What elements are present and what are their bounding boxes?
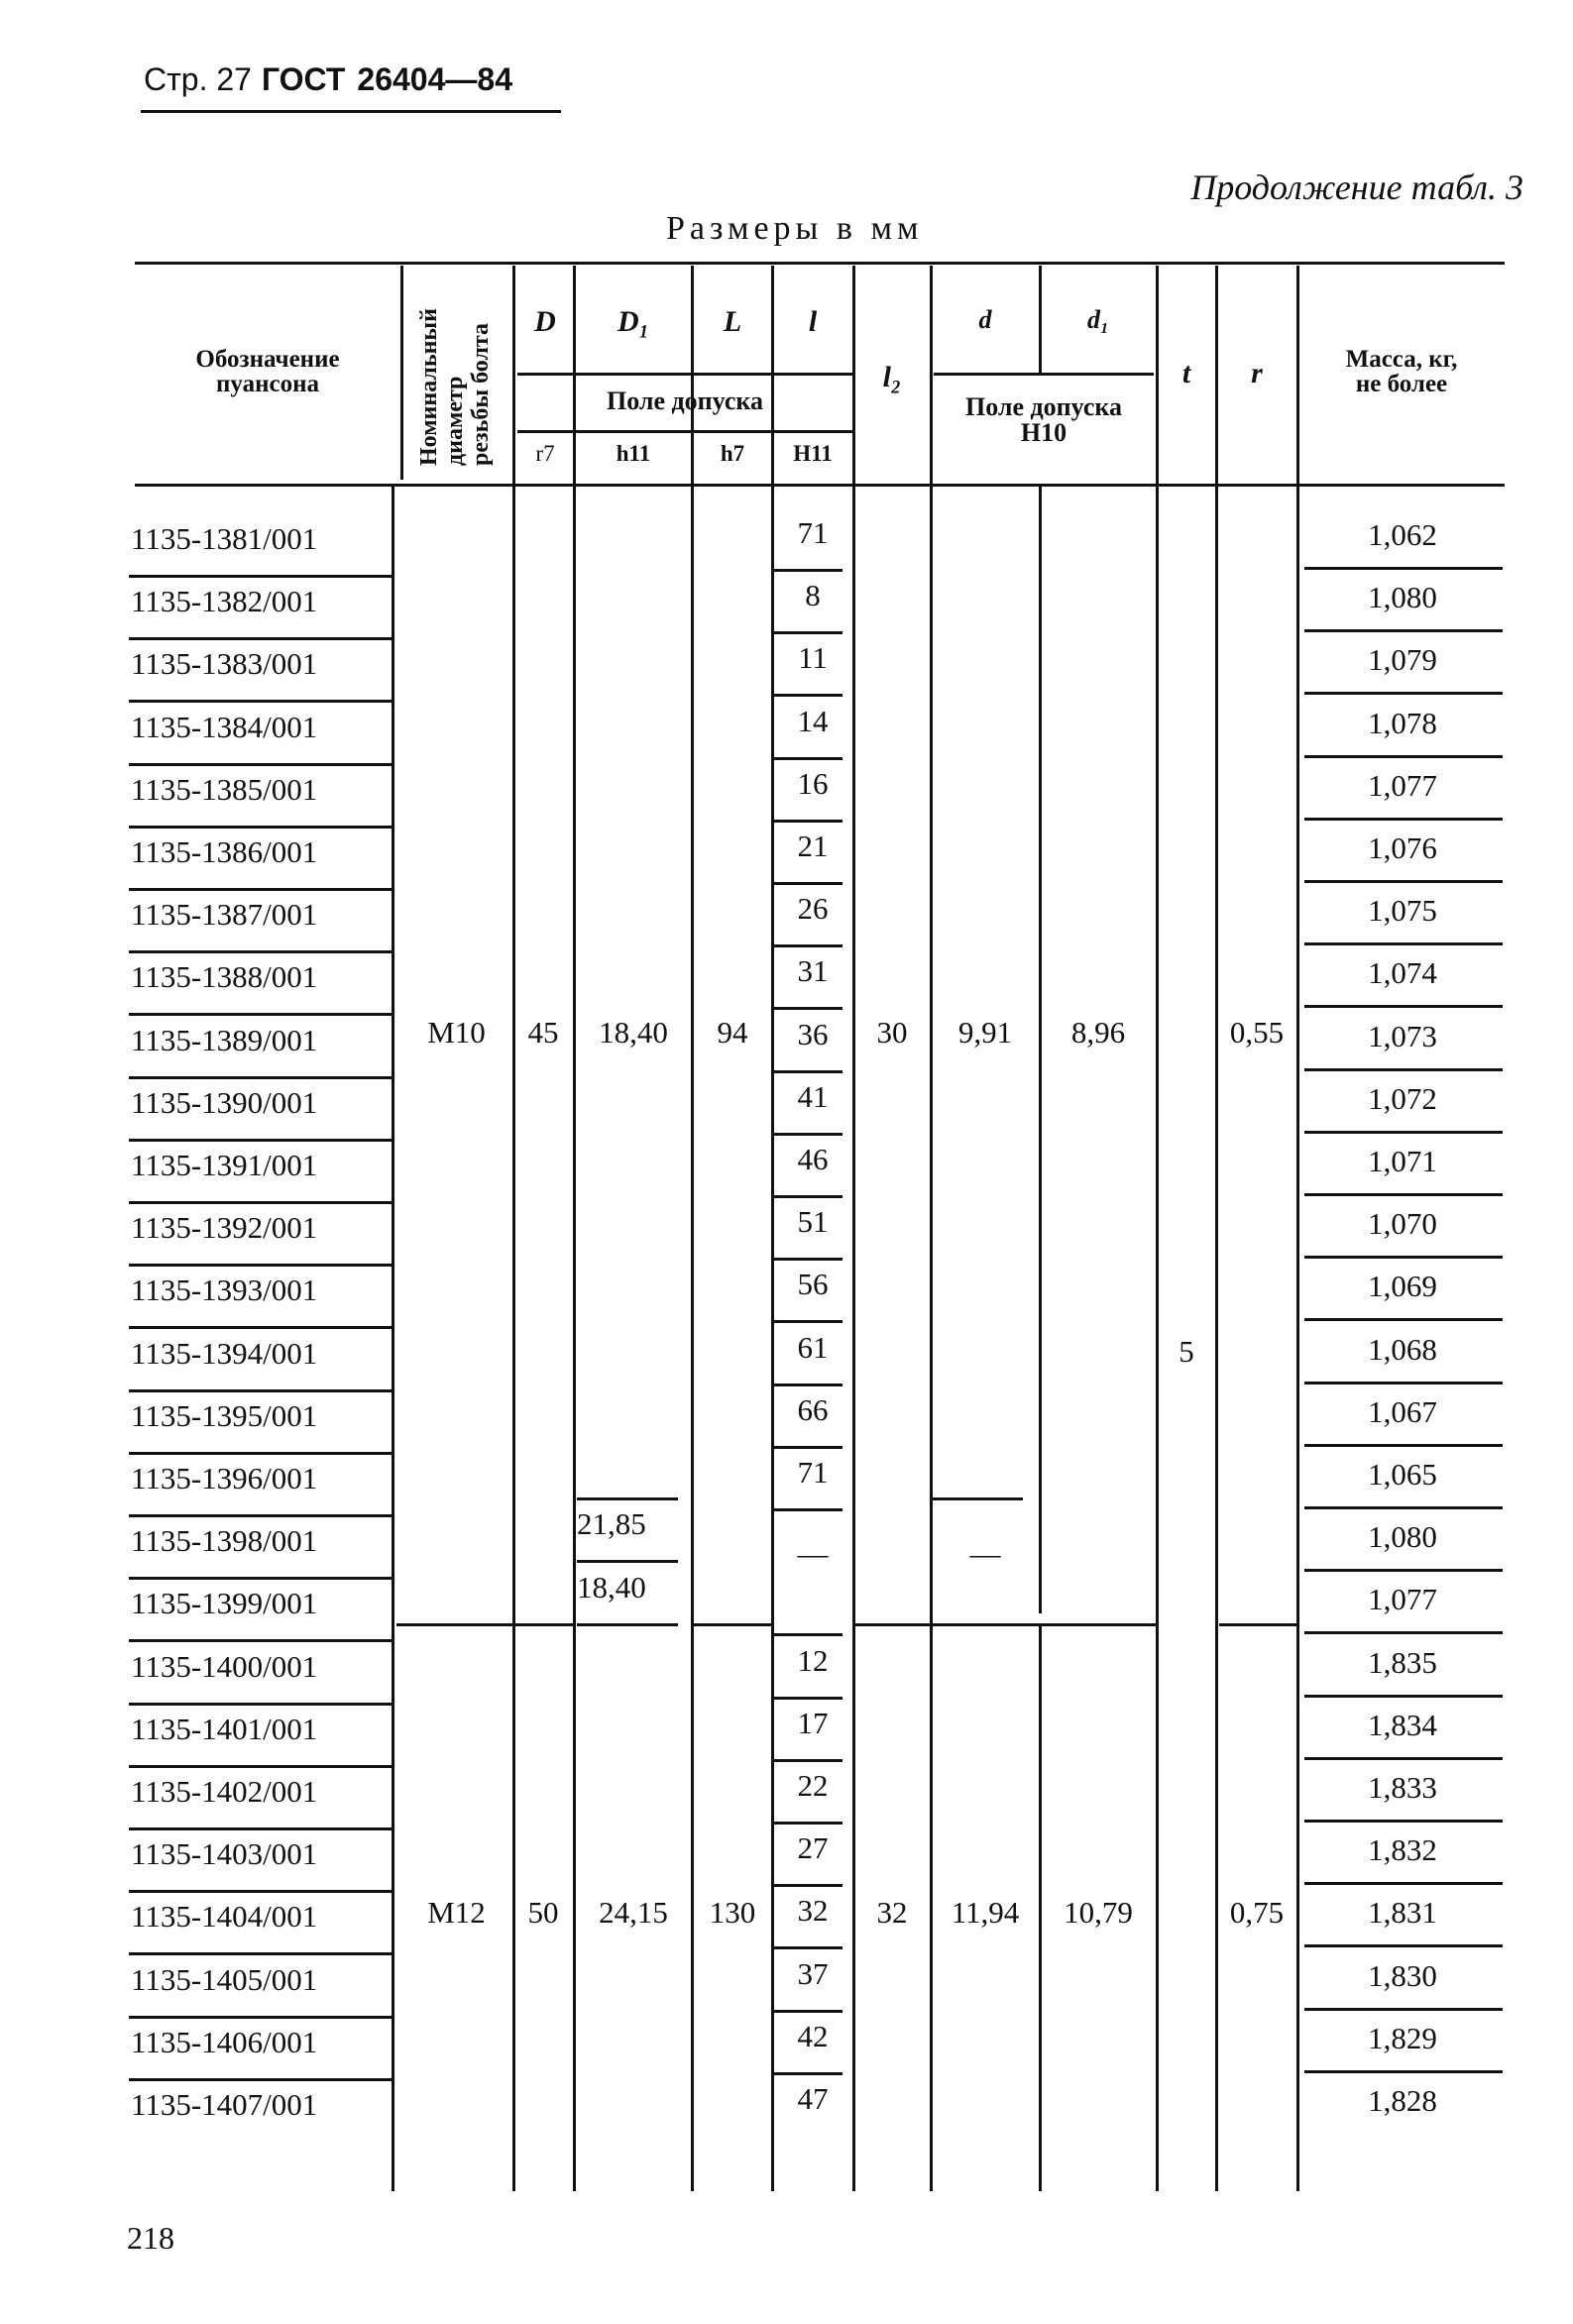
mass-value: 1,062 — [1368, 517, 1437, 552]
punch-designation: 1135-1385/001 — [131, 771, 318, 807]
m12-D1: 24,15 — [599, 1895, 668, 1930]
m10-l2: 30 — [876, 1015, 908, 1050]
mass-value: 1,079 — [1368, 642, 1437, 678]
length-l: 61 — [797, 1329, 829, 1365]
length-l: 31 — [797, 953, 829, 989]
mass-value: 1,075 — [1368, 893, 1437, 929]
l-dash: — — [797, 1536, 829, 1571]
punch-designation: 1135-1406/001 — [131, 2024, 318, 2059]
row-underline — [129, 2078, 394, 2081]
punch-designation: 1135-1393/001 — [131, 1273, 318, 1308]
length-l: 71 — [797, 515, 829, 550]
l-underline — [773, 757, 843, 760]
l-underline — [773, 1258, 843, 1261]
group-rule — [396, 1623, 515, 1626]
header-rule — [141, 110, 561, 113]
punch-designation: 1135-1392/001 — [131, 1210, 318, 1246]
mass-underline — [1304, 755, 1503, 758]
d1-sub-rule — [577, 1623, 678, 1626]
mass-value: 1,069 — [1368, 1269, 1437, 1304]
mass-underline — [1304, 880, 1503, 883]
m10-r: 0,55 — [1229, 1015, 1285, 1050]
row-underline — [129, 1264, 394, 1267]
row-underline — [129, 1452, 394, 1455]
row-underline — [129, 888, 394, 891]
col-l-header: l — [808, 305, 818, 338]
row-underline — [129, 1013, 394, 1016]
length-l: 51 — [797, 1204, 829, 1240]
mass-value: 1,072 — [1368, 1080, 1437, 1116]
punch-designation: 1135-1398/001 — [131, 1523, 318, 1559]
punch-designation: 1135-1396/001 — [131, 1461, 318, 1495]
m10-d1: 8,96 — [1070, 1015, 1126, 1050]
length-l: 41 — [797, 1078, 829, 1114]
l-underline — [773, 1697, 843, 1700]
mass-underline — [1304, 1757, 1503, 1760]
col-rule — [1296, 266, 1299, 2191]
punch-designation: 1135-1388/001 — [131, 959, 318, 995]
l-underline — [773, 1383, 843, 1386]
row-underline — [129, 1139, 394, 1142]
length-l: 56 — [797, 1267, 829, 1302]
l-underline — [773, 1007, 843, 1010]
m12-d: 11,94 — [951, 1895, 1020, 1930]
mass-underline — [1304, 692, 1503, 695]
mass-value: 1,080 — [1368, 1519, 1437, 1555]
l-underline — [773, 1759, 843, 1762]
h10-rule — [934, 373, 1154, 376]
page-number: 218 — [127, 2220, 174, 2256]
mass-value: 1,830 — [1368, 1957, 1437, 1993]
punch-designation: 1135-1400/001 — [131, 1648, 318, 1684]
m12-l2: 32 — [876, 1895, 908, 1930]
row-underline — [129, 1703, 394, 1706]
length-l: 8 — [805, 578, 821, 613]
col-t-header: t — [1181, 357, 1191, 389]
d1-1399: 18,40 — [577, 1570, 646, 1605]
mass-value: 1,078 — [1368, 705, 1437, 740]
l-underline — [773, 820, 843, 823]
mass-value: 1,077 — [1368, 767, 1437, 803]
tol-D: r7 — [535, 441, 555, 466]
mass-underline — [1304, 1005, 1503, 1008]
mass-underline — [1304, 2008, 1503, 2011]
mass-value: 1,067 — [1368, 1393, 1437, 1429]
length-l: 71 — [797, 1455, 829, 1490]
punch-designation: 1135-1384/001 — [131, 709, 318, 744]
punch-designation: 1135-1404/001 — [131, 1899, 318, 1935]
mass-underline — [1304, 1820, 1503, 1823]
punch-designation: 1135-1403/001 — [131, 1836, 318, 1872]
length-l: 12 — [797, 1642, 829, 1678]
mass-underline — [1304, 629, 1503, 632]
mass-value: 1,076 — [1368, 830, 1437, 865]
punch-designation: 1135-1395/001 — [131, 1397, 318, 1433]
length-l: 46 — [797, 1142, 829, 1176]
punch-designation: 1135-1386/001 — [131, 834, 318, 869]
units-label: Размеры в мм — [666, 210, 924, 247]
row-underline — [129, 2016, 394, 2019]
punch-designation: 1135-1401/001 — [131, 1711, 318, 1746]
mass-value: 1,831 — [1368, 1895, 1437, 1931]
punch-designation: 1135-1381/001 — [131, 521, 318, 556]
mass-value: 1,068 — [1368, 1331, 1437, 1367]
mass-underline — [1304, 1444, 1503, 1447]
mass-underline — [1304, 1631, 1503, 1634]
length-l: 42 — [797, 2018, 829, 2053]
code-col-rule — [392, 484, 394, 2191]
length-l: 47 — [797, 2081, 829, 2116]
mass-underline — [1304, 1695, 1503, 1698]
l-underline — [773, 631, 843, 634]
mass-value: 1,070 — [1368, 1206, 1437, 1242]
l-underline — [773, 569, 843, 572]
length-l: 17 — [797, 1705, 829, 1740]
mass-value: 1,073 — [1368, 1018, 1437, 1053]
length-l: 26 — [797, 891, 829, 927]
table-top-rule — [135, 262, 1505, 265]
group-rule — [1219, 1623, 1296, 1626]
mass-value: 1,065 — [1368, 1457, 1437, 1492]
row-underline — [129, 637, 394, 640]
standard-name: ГОСТ — [261, 61, 346, 97]
mass-underline — [1304, 1193, 1503, 1196]
d-sub-rule — [932, 1497, 1023, 1500]
row-underline — [129, 1639, 394, 1642]
row-underline — [129, 1765, 394, 1768]
row-underline — [129, 1952, 394, 1955]
row-underline — [129, 1577, 394, 1580]
mass-header: Масса, кг, не более — [1345, 346, 1458, 397]
tol-L: h7 — [720, 441, 745, 466]
mass-underline — [1304, 1944, 1503, 1947]
mass-value: 1,828 — [1368, 2083, 1437, 2118]
length-l: 22 — [797, 1768, 829, 1803]
row-underline — [129, 575, 394, 578]
col-D1-header: D₁ — [617, 305, 650, 338]
m12-nominal: М12 — [427, 1895, 486, 1930]
tol-D1: h11 — [616, 441, 651, 466]
col-rule — [1156, 266, 1159, 2191]
l-underline — [773, 694, 843, 697]
l-underline — [773, 1446, 843, 1449]
punch-designation: 1135-1389/001 — [131, 1022, 318, 1057]
m10-D1: 18,40 — [599, 1015, 668, 1050]
l-underline — [773, 1133, 843, 1136]
mass-underline — [1304, 567, 1503, 570]
row-underline — [129, 1389, 394, 1392]
mass-underline — [1304, 1882, 1503, 1885]
group-rule — [515, 1623, 575, 1626]
l-underline — [773, 1822, 843, 1825]
length-l: 27 — [797, 1830, 829, 1866]
designation-header: Обозначение пуансона — [195, 346, 340, 397]
l-underline — [773, 1070, 843, 1073]
length-l: 11 — [798, 640, 828, 676]
row-underline — [129, 1326, 394, 1329]
length-l: 21 — [797, 829, 829, 863]
l-underline — [773, 2072, 843, 2075]
mass-underline — [1304, 1256, 1503, 1259]
punch-designation: 1135-1387/001 — [131, 897, 318, 933]
mass-value: 1,077 — [1368, 1582, 1437, 1617]
mass-value: 1,835 — [1368, 1644, 1437, 1680]
length-l: 66 — [797, 1391, 829, 1427]
tolerance-h10-header: Поле допуска H10 — [965, 392, 1122, 447]
group-rule — [1041, 1623, 1156, 1626]
mass-underline — [1304, 1382, 1503, 1384]
page-header — [144, 61, 512, 98]
m12-d1: 10,79 — [1064, 1895, 1133, 1930]
d1-1398: 21,85 — [577, 1506, 646, 1541]
col-l2-header: l₂ — [882, 361, 902, 393]
row-underline — [129, 1827, 394, 1830]
col-D-header: D — [534, 305, 556, 338]
mass-value: 1,832 — [1368, 1832, 1437, 1868]
length-l: 32 — [797, 1893, 829, 1929]
l-underline — [773, 944, 843, 947]
mass-underline — [1304, 1569, 1503, 1572]
mass-value: 1,834 — [1368, 1707, 1437, 1742]
tolerance-sub-rule — [517, 430, 854, 433]
mass-underline — [1304, 1068, 1503, 1071]
page-label: Стр. 27 — [144, 61, 252, 97]
m10-D: 45 — [527, 1015, 559, 1050]
mass-value: 1,071 — [1368, 1144, 1437, 1178]
mass-underline — [1304, 1506, 1503, 1509]
group-rule — [694, 1623, 773, 1626]
mass-value: 1,829 — [1368, 2020, 1437, 2055]
col-r-header: r — [1251, 357, 1263, 389]
row-underline — [129, 700, 394, 703]
row-underline — [129, 1201, 394, 1204]
punch-designation: 1135-1407/001 — [131, 2087, 318, 2122]
punch-designation: 1135-1405/001 — [131, 1961, 318, 1997]
l-underline — [773, 1195, 843, 1198]
col-rule — [400, 266, 403, 480]
row-underline — [129, 826, 394, 829]
punch-designation: 1135-1382/001 — [131, 584, 318, 619]
tolerance-field-header: Поле допуска — [607, 387, 763, 415]
l-underline — [773, 2010, 843, 2013]
row-underline — [129, 1514, 394, 1517]
m12-D: 50 — [527, 1895, 559, 1930]
mass-underline — [1304, 818, 1503, 821]
length-l: 37 — [797, 1955, 829, 1991]
length-l: 36 — [797, 1016, 829, 1051]
mass-underline — [1304, 1131, 1503, 1134]
mass-underline — [1304, 1318, 1503, 1321]
m12-L: 130 — [709, 1895, 756, 1930]
col-L-header: L — [723, 305, 742, 338]
d1-sub-rule — [577, 1497, 678, 1500]
m10-nominal: М10 — [427, 1015, 486, 1050]
mass-underline — [1304, 942, 1503, 945]
l-underline — [773, 882, 843, 885]
length-l: 14 — [797, 703, 829, 738]
col-d-header: d — [978, 305, 992, 334]
m10-L: 94 — [717, 1015, 748, 1050]
length-l: 16 — [797, 765, 829, 801]
group-rule — [932, 1623, 1041, 1626]
col-d1-header: d₁ — [1086, 305, 1110, 334]
d-dash: — — [969, 1536, 1001, 1571]
standard-number: 26404—84 — [357, 61, 512, 97]
l-underline — [773, 1884, 843, 1887]
row-underline — [129, 1076, 394, 1079]
punch-designation: 1135-1390/001 — [131, 1084, 318, 1120]
m10-d: 9,91 — [957, 1015, 1013, 1050]
punch-designation: 1135-1383/001 — [131, 646, 318, 682]
mass-value: 1,833 — [1368, 1770, 1437, 1805]
row-underline — [129, 763, 394, 766]
l-underline — [773, 1320, 843, 1323]
t-value: 5 — [1179, 1334, 1194, 1369]
m12-r: 0,75 — [1229, 1895, 1285, 1930]
group-rule — [854, 1623, 930, 1626]
l-underline — [773, 1946, 843, 1949]
row-underline — [129, 950, 394, 953]
mass-value: 1,074 — [1368, 955, 1437, 991]
punch-designation: 1135-1391/001 — [131, 1148, 318, 1182]
row-underline — [129, 1890, 394, 1893]
tol-l: H11 — [793, 441, 833, 466]
l-underline — [773, 1508, 843, 1511]
punch-designation: 1135-1399/001 — [131, 1586, 318, 1621]
mass-underline — [1304, 2070, 1503, 2073]
tolerance-rule — [517, 373, 854, 376]
punch-designation: 1135-1394/001 — [131, 1335, 318, 1371]
l-underline — [773, 1633, 843, 1636]
punch-designation: 1135-1402/001 — [131, 1774, 318, 1809]
continuation-label: Продолжение табл. 3 — [1190, 167, 1523, 207]
d1-sub-rule — [577, 1560, 678, 1563]
mass-value: 1,080 — [1368, 580, 1437, 615]
